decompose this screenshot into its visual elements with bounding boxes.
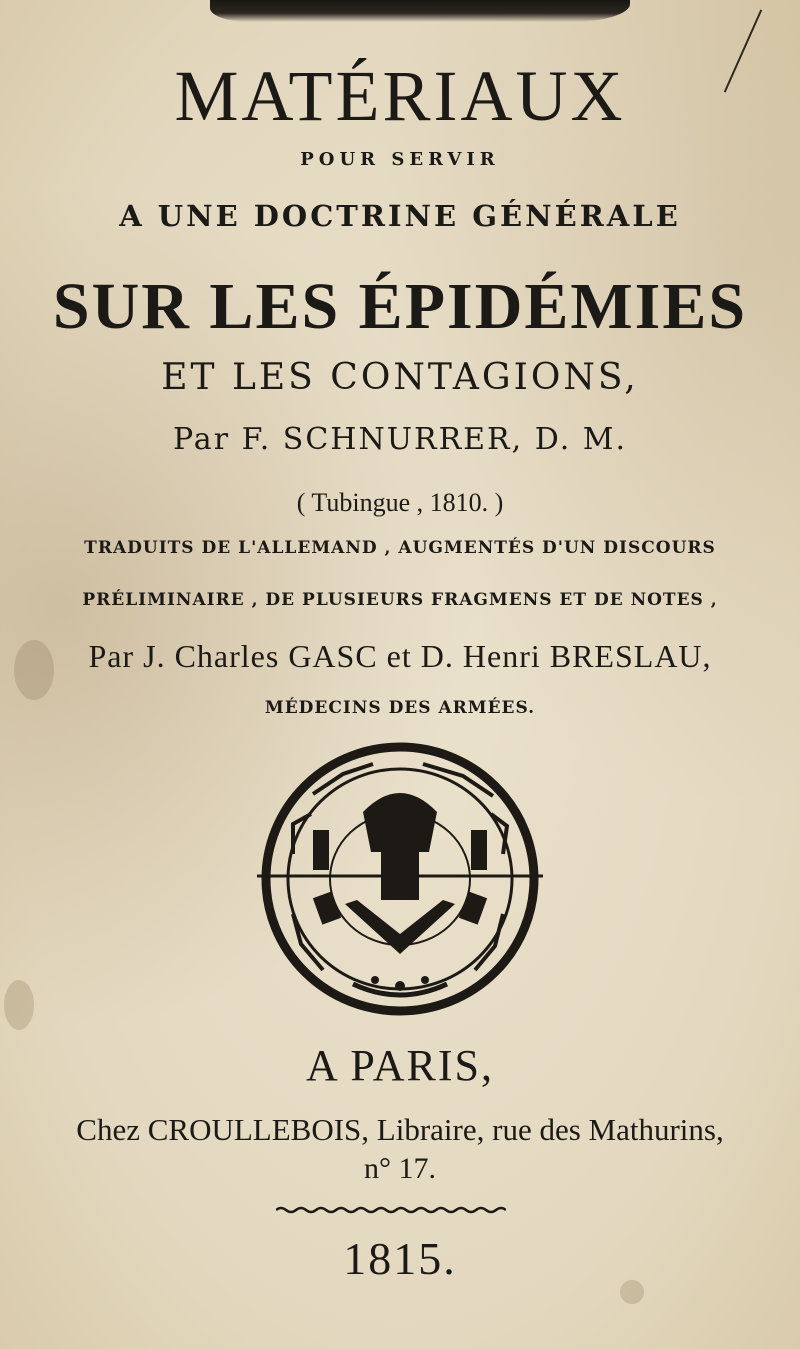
- translation-note-line-1: TRADUITS DE L'ALLEMAND , AUGMENTÉS D'UN DISCOURS: [84, 538, 716, 558]
- subtitle-epidemies: SUR LES ÉPIDÉMIES: [52, 270, 748, 343]
- imprint-publisher: Chez CROULLEBOIS, Libraire, rue des Mathurins,: [76, 1112, 724, 1147]
- ornamental-rule-icon: [276, 1206, 506, 1214]
- subtitle-doctrine: A UNE DOCTRINE GÉNÉRALE: [119, 199, 681, 233]
- imprint-address-number: n° 17.: [364, 1152, 436, 1185]
- book-title: MATÉRIAUX: [174, 56, 626, 136]
- translation-note-line-2: PRÉLIMINAIRE , DE PLUSIEURS FRAGMENS ET DE NOTES ,: [82, 590, 718, 610]
- imprint-place: A PARIS,: [305, 1041, 495, 1090]
- foxing-stain: [4, 980, 34, 1030]
- author-line: Par F. SCHNURRER, D. M.: [172, 422, 628, 457]
- binding-shadow: [210, 0, 630, 22]
- subtitle-pour-servir: POUR SERVIR: [300, 149, 500, 170]
- origin-line: ( Tubingue , 1810. ): [296, 488, 504, 517]
- imprint-year: 1815.: [343, 1233, 457, 1284]
- translators-line: Par J. Charles GASC et D. Henri BRESLAU,: [88, 638, 712, 674]
- library-seal-stamp-icon: [253, 734, 547, 1024]
- subtitle-contagions: ET LES CONTAGIONS,: [161, 357, 639, 398]
- translators-role: MÉDECINS DES ARMÉES.: [264, 698, 536, 718]
